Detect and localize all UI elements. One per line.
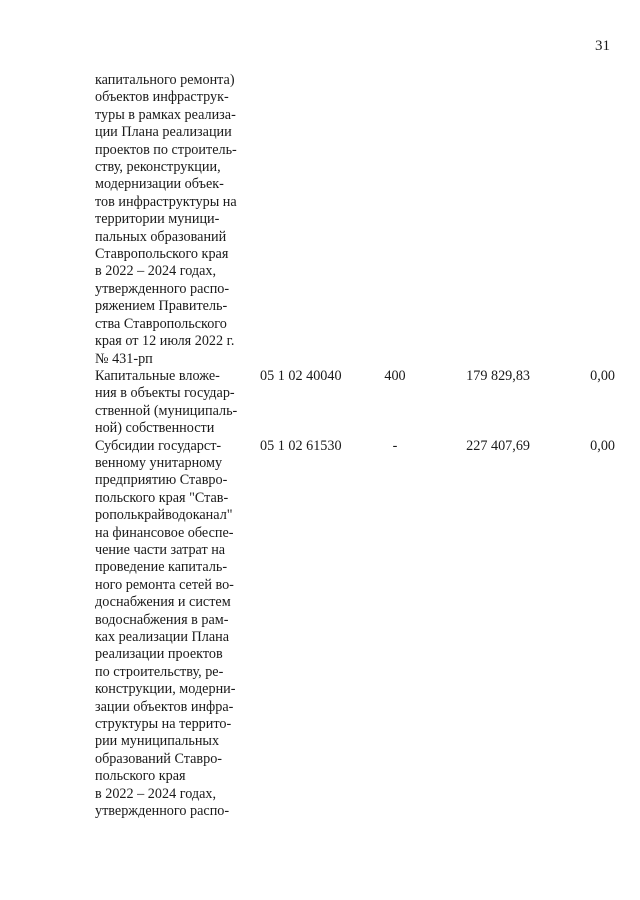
row-name-line: предприятию Ставро-	[95, 472, 228, 489]
row-name-line: пальных образований	[95, 228, 227, 245]
row-name-line: ству, реконструкции,	[95, 159, 221, 176]
row-amount: 227 407,69	[466, 437, 530, 454]
row-name-line: ния в объекты государ-	[95, 385, 235, 402]
row-name-line: объектов инфраструк-	[95, 89, 229, 106]
row-amount-next-year: 0,00	[590, 437, 615, 454]
row-name-line: модернизации объек-	[95, 176, 224, 193]
row-name-line: ственной (муниципаль-	[95, 402, 238, 419]
row-name-line: водоснабжения в рам-	[95, 611, 229, 628]
budget-table	[95, 72, 615, 820]
row-name-line: рии муниципальных	[95, 733, 220, 750]
row-name-line: проектов по строитель-	[95, 141, 237, 158]
row-name-line: Субсидии государст-	[95, 437, 222, 454]
row-name-line: края от 12 июля 2022 г.	[95, 333, 235, 350]
row-name-line: польского края	[95, 768, 186, 785]
row-name-line: польского края "Став-	[95, 489, 229, 506]
row-name-line: проведение капиталь-	[95, 559, 228, 576]
row-name-line: тов инфраструктуры на	[95, 193, 237, 210]
row-name-line: образований Ставро-	[95, 750, 223, 767]
row-name-line: Капитальные вложе-	[95, 367, 220, 384]
row-name-line: ряжением Правитель-	[95, 298, 228, 315]
row-name-line: ства Ставропольского	[95, 315, 227, 332]
row-name-line: капитального ремонта)	[95, 72, 235, 88]
row-name-line: туры в рамках реализа-	[95, 106, 236, 123]
row-name-line: утвержденного распо-	[95, 803, 230, 820]
row-expense-type: -	[392, 437, 398, 454]
row-name	[95, 72, 255, 368]
row-name-line: ной) собственности	[95, 420, 215, 437]
row-name-line: ках реализации Плана	[95, 629, 230, 645]
page-number: 31	[595, 38, 610, 54]
row-name-line: конструкции, модерни-	[95, 681, 236, 698]
row-name-line: в 2022 – 2024 годах,	[95, 263, 217, 280]
row-name-line: по строительству, ре-	[95, 663, 224, 680]
table-row	[95, 438, 615, 821]
table-row	[95, 72, 615, 368]
row-name-line: на финансовое обеспе-	[95, 524, 234, 541]
row-name-line: реализации проектов	[95, 646, 223, 663]
row-amount: 179 829,83	[466, 367, 530, 384]
table-row	[95, 368, 615, 438]
row-name-line: ции Плана реализации	[95, 124, 232, 141]
row-name-line: рополькрайводоканал"	[95, 507, 233, 524]
row-code: 05 1 02 40040	[260, 367, 342, 384]
row-expense-type: 400	[384, 367, 406, 384]
row-name-line: венному унитарному	[95, 454, 223, 471]
row-name-line: Ставропольского края	[95, 246, 229, 263]
row-name-line: утвержденного распо-	[95, 280, 230, 297]
row-name-line: ного ремонта сетей во-	[95, 576, 234, 593]
row-name-line: доснабжения и систем	[95, 594, 231, 611]
row-amount-next-year: 0,00	[590, 367, 615, 384]
row-name-line: № 431-рп	[95, 350, 153, 367]
row-name-line: в 2022 – 2024 годах,	[95, 785, 217, 802]
row-name-line: зации объектов инфра-	[95, 698, 234, 715]
row-name-line: чение части затрат на	[95, 541, 226, 558]
row-name-line: территории муници-	[95, 211, 220, 228]
row-name	[95, 368, 255, 438]
row-name-line: структуры на террито-	[95, 716, 232, 733]
row-code: 05 1 02 61530	[260, 437, 342, 454]
row-name	[95, 438, 255, 821]
